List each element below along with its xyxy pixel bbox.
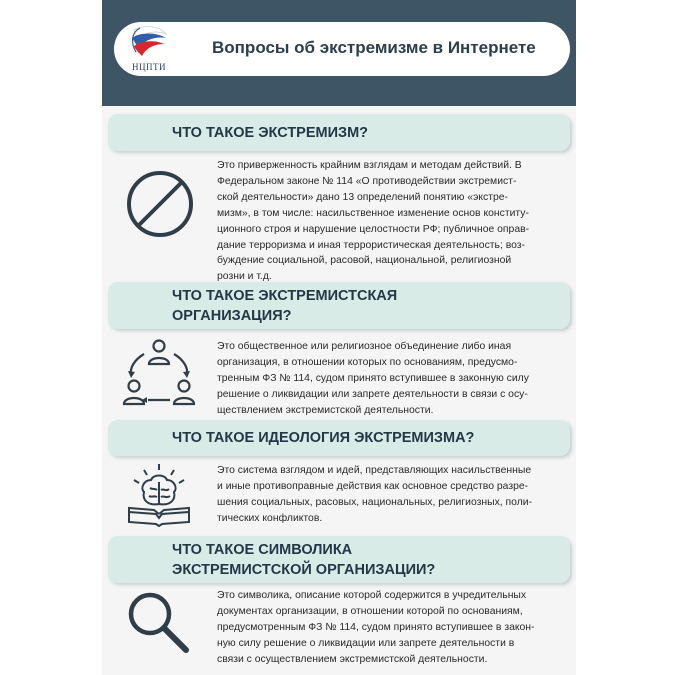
question-bar-ideology <box>108 420 570 456</box>
page-title: Вопросы об экстремизме в Интернете <box>212 38 536 57</box>
answer-text: Это система взглядом и идей, представляющих насильственные и иные противоправные действия как основное средство разре- шения социальных, расовых, национальных, религиозных, поли- тических конфликтов. <box>217 465 533 524</box>
answer-text: Это символика, описание которой содержится в учредительных документах организации, в отношении которой по основаниям, предусмотренным ФЗ № 114, судом принято вступившее в закон- ную силу решение о ликвидации или запрете деятельности в связи с осуществлением экстремистской деятельности. <box>217 590 535 665</box>
logo <box>122 24 176 74</box>
logo-emblem-icon <box>122 24 176 64</box>
magnifier-icon <box>126 590 192 656</box>
people-cycle-icon <box>122 338 196 410</box>
question-title: ЧТО ТАКОЕ ИДЕОЛОГИЯ ЭКСТРЕМИЗМА? <box>172 430 475 446</box>
question-bar-symbolism <box>108 536 570 583</box>
answer-text: Это приверженность крайним взглядам и методам действий. В Федеральном законе № 114 «О противодействии экстремист- ской деятельности» дано 13 определений понятию «экстре- мизм», в том числе: насильственное изменение основ конститу- ционного строя и нарушение целостности РФ; публичное оправ- дание терроризма и иная террористическая деятельность; воз- буждение социальной, расовой, национальной, религиозной розни и т.д. <box>217 160 530 283</box>
header-band <box>102 0 576 106</box>
header-pill <box>114 22 570 76</box>
logo-text: НЦПТИ <box>132 62 166 72</box>
question-title: ЧТО ТАКОЕ СИМВОЛИКА ЭКСТРЕМИСТСКОЙ ОРГАНИЗАЦИИ? <box>172 542 436 578</box>
answer-text: Это общественное или религиозное объединение либо иная организация, в отношении которых по основаниям, предусмо- тренным ФЗ № 114, судом принято вступившее в законную силу решение о ликвидации или запрете деятельности в связи с осу- ществлением экстремистской деятельности. <box>217 341 529 416</box>
prohibition-icon <box>124 168 196 240</box>
question-bar-organization <box>108 282 570 329</box>
brain-book-icon <box>126 462 192 528</box>
poster <box>102 0 576 675</box>
question-title: ЧТО ТАКОЕ ЭКСТРЕМИЗМ? <box>172 125 369 141</box>
question-title: ЧТО ТАКОЕ ЭКСТРЕМИСТСКАЯ ОРГАНИЗАЦИЯ? <box>172 288 398 324</box>
question-bar-extremism <box>108 114 570 151</box>
